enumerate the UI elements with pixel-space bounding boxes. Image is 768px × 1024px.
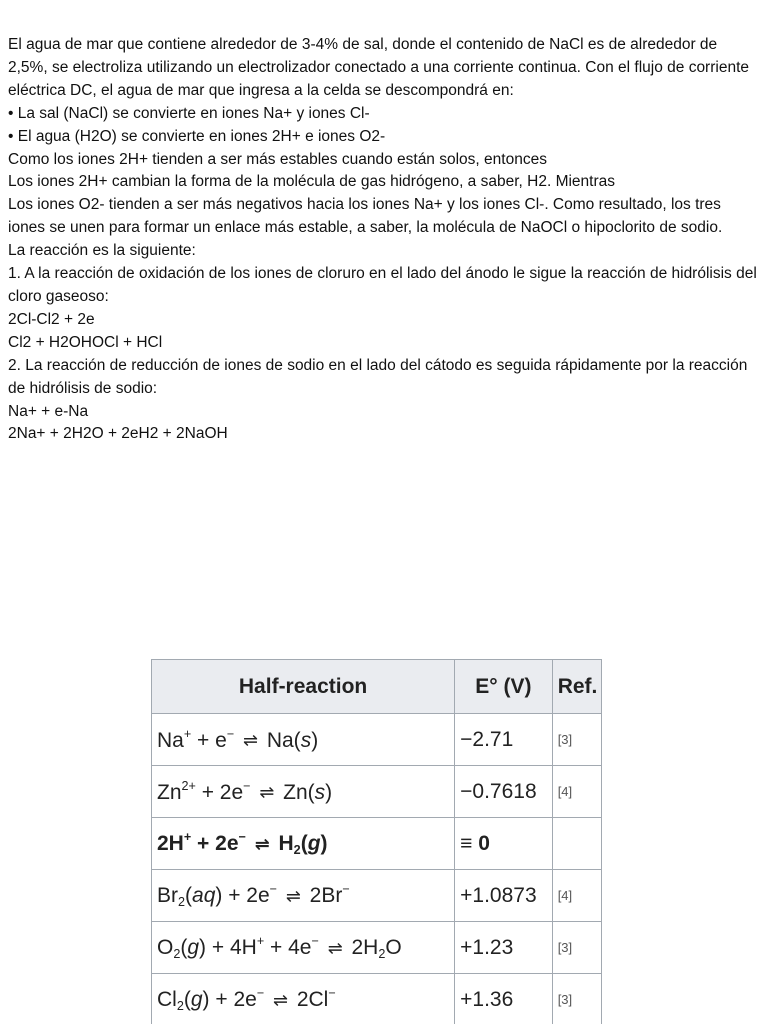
half-reaction-cell: $Zn^{2+} + 2e^-$ ⇌ Zn(s) xyxy=(152,766,455,818)
equation-line: 2Na+ + 2H2O + 2eH2 + 2NaOH xyxy=(8,425,228,443)
half-reaction-cell: $Cl_2(g) + 2e^-$ ⇌ 2Cl− xyxy=(152,974,455,1024)
potential-cell: +1.23 xyxy=(455,922,553,974)
header-ref: Ref. xyxy=(552,660,601,714)
reference-cell: [3] xyxy=(552,974,601,1024)
table-row xyxy=(152,714,602,766)
paragraph: Como los iones 2H+ tienden a ser más estables cuando están solos, entonces xyxy=(8,150,547,168)
header-half-reaction: Half-reaction xyxy=(152,660,455,714)
paragraph: 1. A la reacción de oxidación de los iones de cloruro en el lado del ánodo le sigue la reacción de hidrólisis del cloro gaseoso: xyxy=(8,265,757,305)
potential-cell: −2.71 xyxy=(455,714,553,766)
paragraph: 2. La reacción de reducción de iones de sodio en el lado del cátodo es seguida rápidamente por la reacción de hidrólisis de sodio: xyxy=(8,356,748,397)
reference-cell: [3] xyxy=(552,714,601,766)
potential-cell: ≡ 0 xyxy=(455,818,553,870)
paragraph: Los iones 2H+ cambian la forma de la molécula de gas hidrógeno, a saber, H2. Mientras xyxy=(8,173,615,191)
header-potential: E° (V) xyxy=(455,660,553,714)
potential-cell: +1.36 xyxy=(455,974,553,1024)
reference-cell xyxy=(552,818,601,870)
table-header-row xyxy=(152,660,602,714)
equation-line: Na+ + e-Na xyxy=(8,402,89,420)
reference-cell: [4] xyxy=(552,870,601,922)
half-reaction-cell: Na+ + e− ⇌ Na(s) xyxy=(152,714,455,766)
reference-cell: [4] xyxy=(552,766,601,818)
table-row xyxy=(152,818,602,870)
half-reaction-table-image xyxy=(151,659,602,1024)
paragraph: El agua de mar que contiene alrededor de 3-4% de sal, donde el contenido de NaCl es de alrededor de 2,5%, se electroliza utilizando un electrolizador conectado a una corriente continua. Con el flujo de corriente eléctrica DC, el agua de mar que ingresa a la celda se descompondrá en: xyxy=(8,36,749,99)
half-reaction-cell: 2H+ + 2e− ⇌ $H_2(g)$ xyxy=(152,818,455,870)
table-row xyxy=(152,974,602,1024)
table-row xyxy=(152,922,602,974)
equation-line: Cl2 + H2OHOCl + HCl xyxy=(8,333,163,351)
table-row xyxy=(152,870,602,922)
potential-cell: +1.0873 xyxy=(455,870,553,922)
paragraph: Los iones O2- tienden a ser más negativos hacia los iones Na+ y los iones Cl-. Como resultado, los tres iones se unen para formar un enlace más estable, a saber, la molécula de NaOCl o hipoclorito de sodio. xyxy=(8,196,723,237)
half-reaction-table xyxy=(151,659,602,1024)
half-reaction-cell: $Br_2(aq) + 2e^-$ ⇌ 2Br− xyxy=(152,870,455,922)
equation-line: 2Cl-Cl2 + 2e xyxy=(8,310,95,328)
table-row xyxy=(152,766,602,818)
potential-cell: −0.7618 xyxy=(455,766,553,818)
bullet-item: • La sal (NaCl) se convierte en iones Na+ y iones Cl- xyxy=(8,104,370,122)
half-reaction-cell: $O_2(g) + 4H^+ + 4e^-$ ⇌ $2H_2O$ xyxy=(152,922,455,974)
reference-cell: [3] xyxy=(552,922,601,974)
paragraph: La reacción es la siguiente: xyxy=(8,242,196,260)
document-text xyxy=(8,34,760,446)
bullet-item: • El agua (H2O) se convierte en iones 2H+ e iones O2- xyxy=(8,127,386,145)
